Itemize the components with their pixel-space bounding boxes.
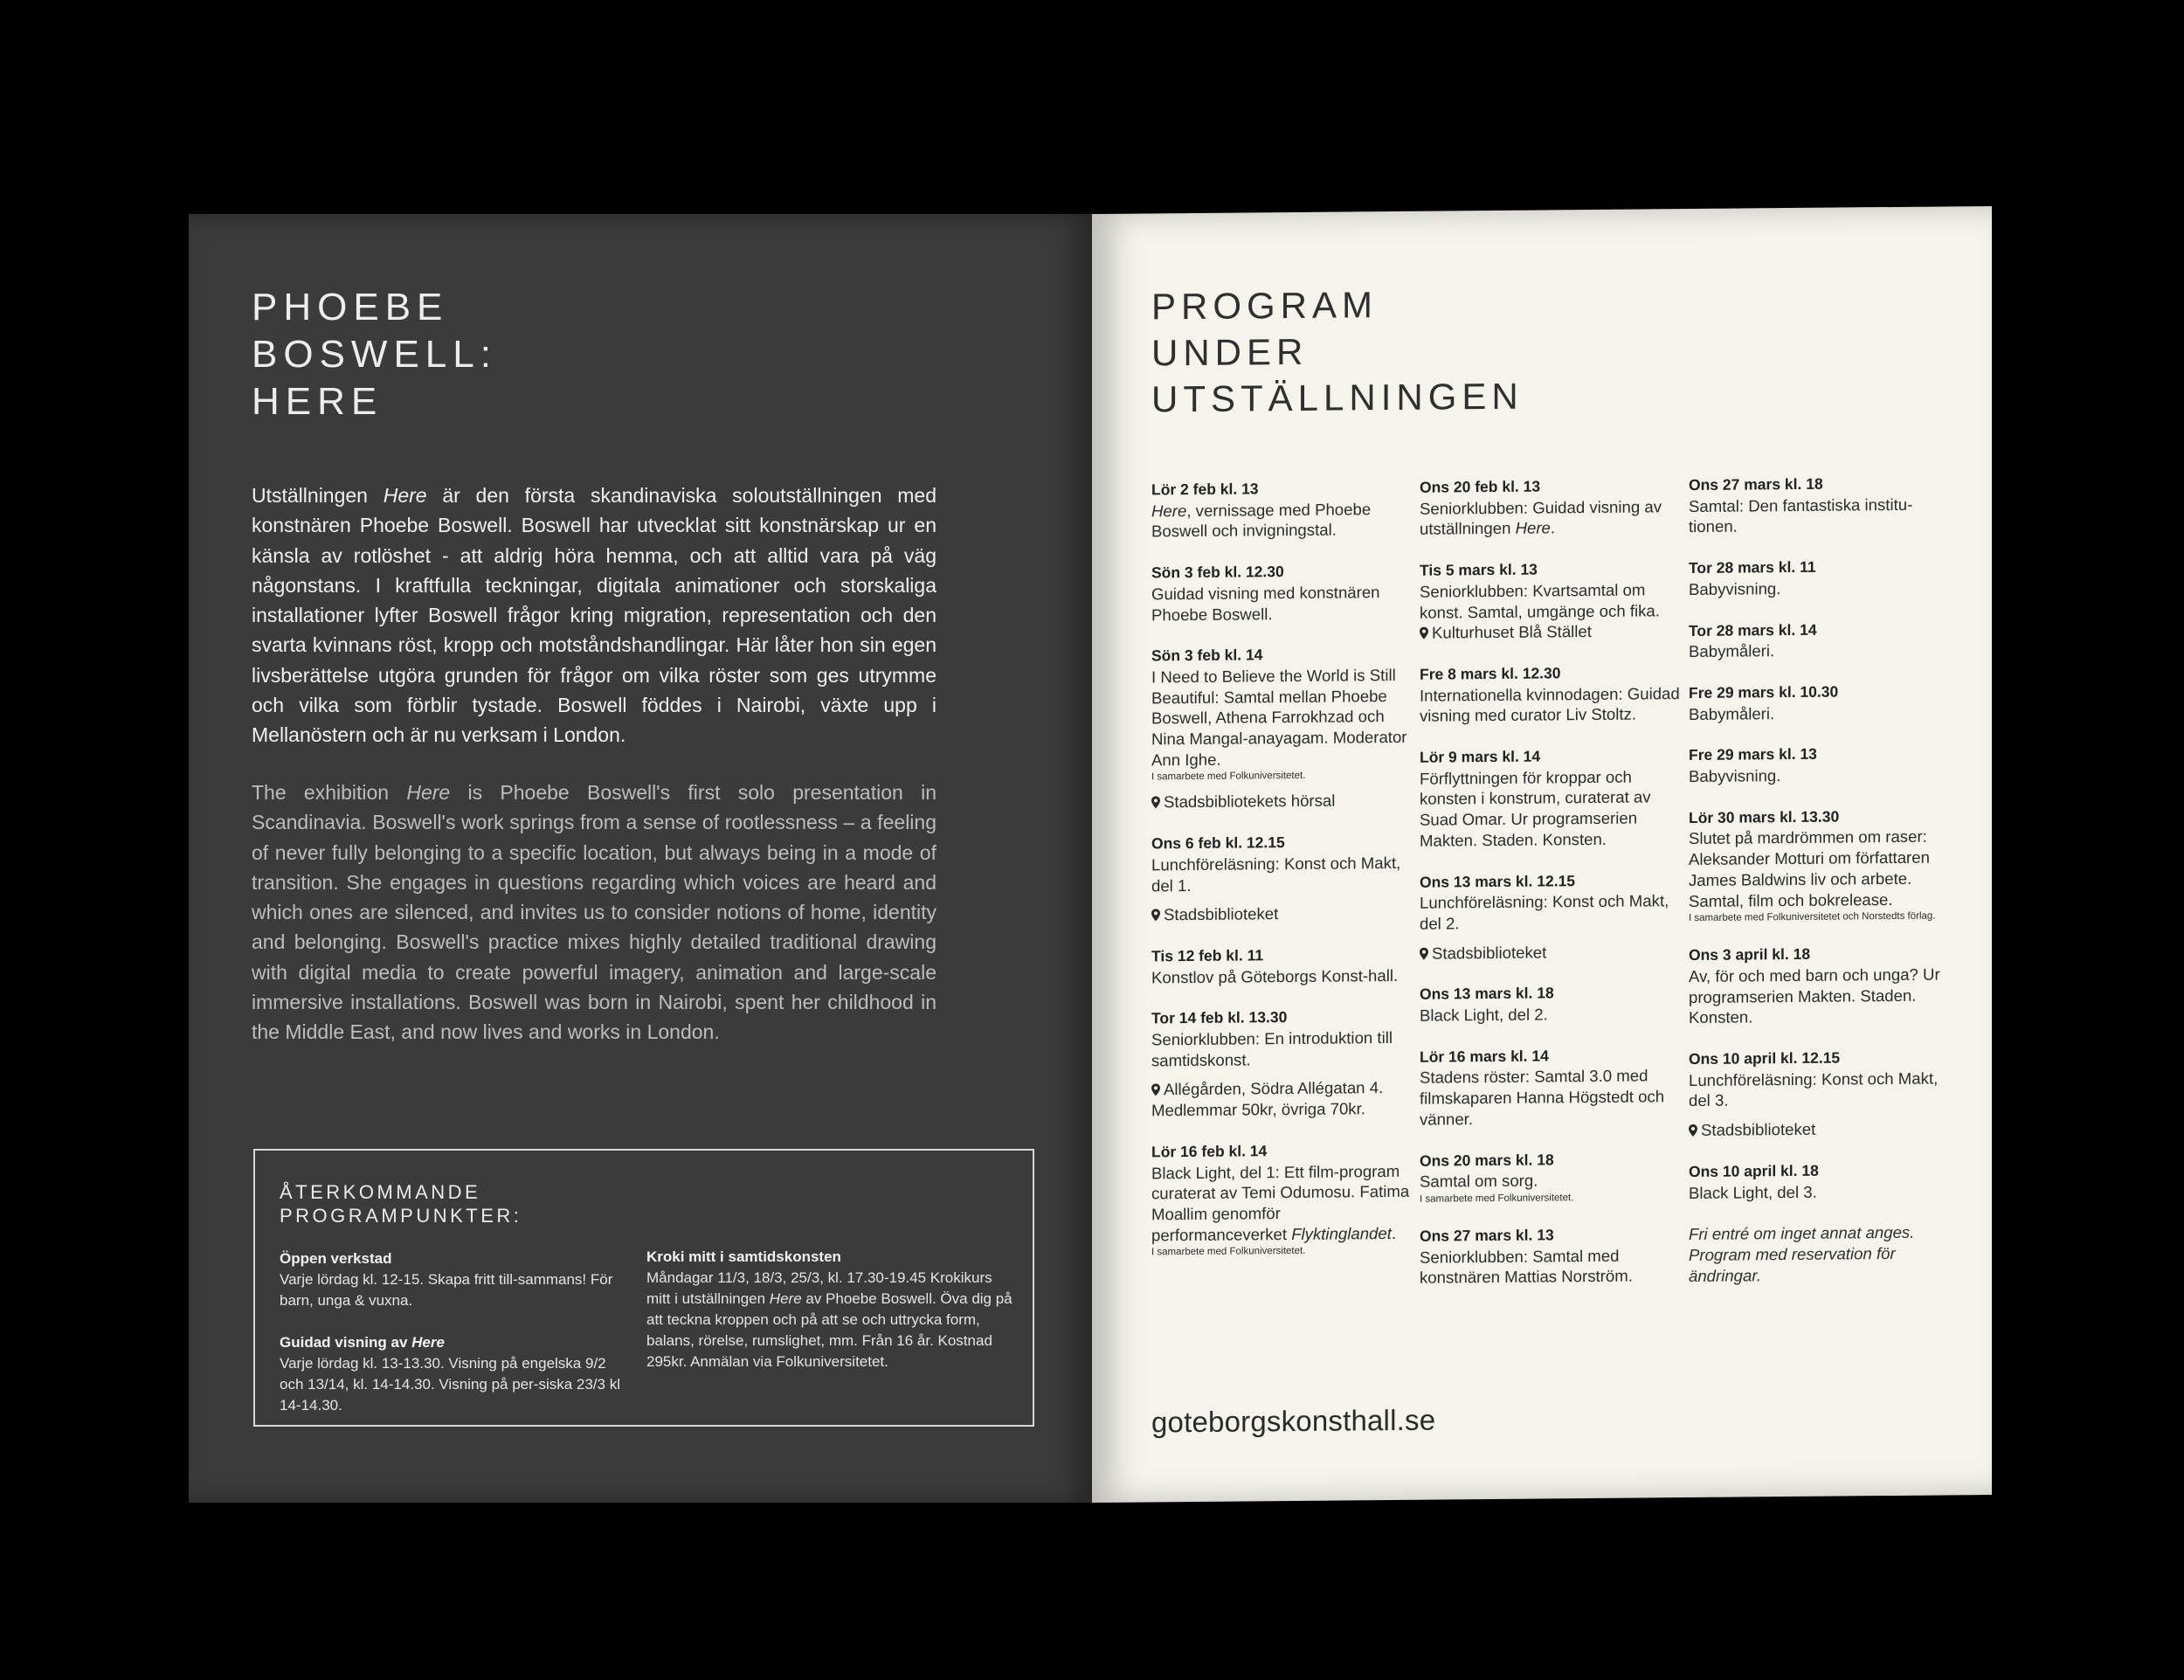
recurring-title <box>280 1180 522 1227</box>
title-line: ÅTERKOMMANDE <box>280 1181 481 1203</box>
item-heading <box>280 1332 629 1353</box>
program-event <box>1420 870 1682 964</box>
event-date: Ons 10 april kl. 18 <box>1689 1161 1819 1180</box>
italic-title: Here <box>383 484 427 507</box>
text-span: Guidad visning med konstnären Phoebe Boswell. <box>1151 582 1380 624</box>
event-date: Ons 27 mars kl. 13 <box>1420 1226 1554 1245</box>
partner-note: I samarbete med Folkuniversitetet och Norstedts förlag. <box>1689 910 1936 924</box>
event-location <box>1151 902 1413 925</box>
event-description <box>1420 579 1682 623</box>
location-text: Kulturhuset Blå Stället <box>1432 622 1592 642</box>
text-span: Stadens röster: Samtal 3.0 med filmskaparen Hanna Högstedt och vänner. <box>1420 1066 1665 1129</box>
event-date: Tor 14 feb kl. 13.30 <box>1151 1008 1288 1027</box>
event-date: Lör 2 feb kl. 13 <box>1151 480 1259 499</box>
event-location <box>1420 620 1682 643</box>
program-event <box>1420 1224 1682 1289</box>
event-location <box>1689 1118 1951 1141</box>
event-date: Tor 28 mars kl. 11 <box>1689 557 1816 577</box>
program-event <box>1151 478 1413 543</box>
event-location <box>1151 1077 1413 1121</box>
event-date: Sön 3 feb kl. 12.30 <box>1151 563 1284 582</box>
text-span: . <box>1391 1223 1397 1242</box>
location-pin-icon <box>1151 1084 1160 1096</box>
kroki <box>646 1247 1013 1372</box>
italic-title: Here <box>1151 501 1187 521</box>
program-event <box>1151 1140 1413 1259</box>
swedish-description <box>252 480 936 750</box>
program-column-1 <box>1151 478 1413 1280</box>
text-span: Seniorklubben: En introduktion till samtidskonst. <box>1151 1028 1393 1070</box>
program-event <box>1420 662 1682 727</box>
text-span: Internationella kvinnodagen: Guidad visning med curator Liv Stoltz. <box>1420 683 1680 726</box>
partner-note: I samarbete med Folkuniversitetet. <box>1151 771 1306 783</box>
title-line: BOSWELL: <box>252 333 497 376</box>
title-line: PROGRAM <box>1151 284 1379 328</box>
program-event <box>1689 1159 1951 1203</box>
event-description <box>1151 582 1413 626</box>
text-span: av Phoebe Boswell. Öva dig på att teckna kroppen och på att se och uttrycka form, balans, rörelse, rumslighet, mm. Från 16 år. Kostnad 295kr. Anmälan via Folkuniversitetet. <box>646 1290 1013 1370</box>
title-line: PROGRAMPUNKTER: <box>280 1205 522 1227</box>
text-span: Seniorklubben: Kvartsamtal om konst. Samtal, umgänge och fika. <box>1420 580 1660 622</box>
partner-note: I samarbete med Folkuniversitetet. <box>1420 1193 1574 1205</box>
event-date: Fre 8 mars kl. 12.30 <box>1420 664 1561 683</box>
text-span: Konstlov på Göteborgs Konst-hall. <box>1151 965 1399 987</box>
text-span: Av, för och med barn och unga? Ur programserien Makten. Staden. Konsten. <box>1689 964 1940 1027</box>
text-span: , vernissage med Phoebe Boswell och invigningstal. <box>1151 499 1372 541</box>
program-event <box>1420 745 1682 851</box>
program-event <box>1689 473 1951 537</box>
program-event <box>1689 681 1951 724</box>
event-location <box>1151 790 1413 812</box>
event-date: Sön 3 feb kl. 14 <box>1151 646 1263 665</box>
event-date: Fre 29 mars kl. 10.30 <box>1689 682 1839 702</box>
program-event <box>1689 805 1951 924</box>
text-span: is Phoebe Boswell's first solo presentation in Scandinavia. Boswell's work springs from a sense of rootlessness – a feeling of never fully belonging to a specific location, but always being in a mode of transition. She engages in questions regarding which voices are heard and which ones are silenced, and invites us to consider notions of home, identity and belonging. Boswell's practice mixes highly detailed traditional drawing with digital media to create powerful imagery, animation and large-scale immersive installations. Boswell was born in Nairobi, spent her childhood in the Middle East, and now lives and works in London. <box>252 781 936 1044</box>
event-location <box>1420 941 1682 964</box>
event-date: Fre 29 mars kl. 13 <box>1689 745 1817 764</box>
program-event <box>1689 619 1951 662</box>
event-description <box>1689 702 1951 724</box>
event-date: Ons 6 feb kl. 12.15 <box>1151 833 1285 853</box>
program-footnote: Fri entré om inget annat anges. Program med reservation för ändringar. <box>1689 1223 1915 1285</box>
location-pin-icon <box>1420 627 1428 640</box>
program-event <box>1689 944 1951 1028</box>
item-heading: Kroki mitt i samtidskonsten <box>646 1248 841 1265</box>
event-description <box>1420 496 1682 540</box>
location-text: Stadsbiblioteket <box>1432 943 1547 963</box>
event-description <box>1151 964 1413 987</box>
text-span: Lunchföreläsning: Konst och Makt, del 1. <box>1151 853 1401 895</box>
event-description <box>1689 764 1951 786</box>
location-text: Allégården, Södra Allégatan 4. Medlemmar 50kr, övriga 70kr. <box>1151 1078 1384 1120</box>
event-description <box>1151 498 1413 542</box>
event-description <box>1420 1245 1682 1289</box>
location-pin-icon <box>1420 947 1428 959</box>
program-title <box>1151 280 1524 423</box>
title-line: UTSTÄLLNINGEN <box>1151 375 1524 420</box>
text-span: I Need to Believe the World is Still Beautiful: Samtal mellan Phoebe Boswell, Athena Farrokhzad och Nina Mangal-anayagam. Moderator Ann Ighe. <box>1151 665 1407 770</box>
event-description <box>1689 964 1951 1028</box>
event-description <box>1420 1169 1682 1192</box>
program-event <box>1420 558 1682 643</box>
program-event <box>1689 1047 1951 1140</box>
location-text: Stadsbiblioteket <box>1701 1119 1816 1140</box>
text-span: är den första skandinaviska soloutställningen med konstnären Phoebe Boswell. Boswell har utvecklat sitt konstnärskap ur en känsla av rotlöshet - att aldrig höra hemma, och att alltid vara på väg någonstans. I kraftfulla teckningar, digitala animationer och storskaliga installationer lyfter Boswell frågor kring migration, representation och den svarta kvinnans röst, kropp och motståndshandlingar. Här låter hon sin egen livsberättelse utgöra grunden för frågor om vilka röster som ges utrymme och vilka som förblir tystade. Boswell föddes i Nairobi, växte upp i Mellanöstern och är nu verksam i London. <box>252 484 937 747</box>
text-span: Måndagar 11/3, 18/3, 25/3, kl. 17.30-19.45 Krokikurs mitt i utställningen <box>646 1269 992 1307</box>
text-span: Slutet på mardrömmen om raser: Aleksander Motturi om författaren James Baldwins liv och arbete. Samtal, film och bokrelease. <box>1689 827 1930 910</box>
text-span: The exhibition <box>252 781 407 804</box>
item-heading: Öppen verkstad <box>280 1250 392 1267</box>
title-line: PHOEBE <box>252 286 449 328</box>
event-date: Ons 13 mars kl. 18 <box>1420 984 1554 1004</box>
event-description <box>1689 1180 1951 1203</box>
program-event <box>1420 475 1682 540</box>
title-line: UNDER <box>1151 330 1309 374</box>
text-span: Babyvisning. <box>1689 578 1781 598</box>
text-span: Förflyttningen för kroppar och konsten i konstrum, curaterat av Suad Omar. Ur programserien Makten. Staden. Konsten. <box>1420 767 1651 850</box>
text-span: Lunchföreläsning: Konst och Makt, del 2. <box>1420 891 1669 933</box>
text-span: Black Light, del 2. <box>1420 1005 1548 1025</box>
program-column-3 <box>1689 473 1951 1286</box>
event-date: Ons 27 mars kl. 18 <box>1689 474 1823 494</box>
italic-title: Here <box>406 781 451 804</box>
event-date: Lör 16 feb kl. 14 <box>1151 1142 1268 1161</box>
event-date: Ons 13 mars kl. 12.15 <box>1420 871 1576 891</box>
event-date: Tis 5 mars kl. 13 <box>1420 560 1538 579</box>
program-event <box>1689 557 1951 600</box>
recurring-column-1 <box>280 1248 629 1437</box>
event-date: Lör 9 mars kl. 14 <box>1420 747 1541 766</box>
item-text: Varje lördag kl. 12-15. Skapa fritt till-sammans! För barn, unga & vuxna. <box>280 1271 613 1309</box>
website-url[interactable]: goteborgskonsthall.se <box>1151 1403 1436 1439</box>
location-text: Stadsbiblioteket <box>1164 904 1279 924</box>
program-event <box>1151 561 1413 626</box>
location-text: Stadsbibliotekets hörsal <box>1164 792 1336 812</box>
location-pin-icon <box>1151 909 1160 922</box>
event-date: Ons 20 mars kl. 18 <box>1420 1150 1554 1170</box>
location-pin-icon <box>1689 1124 1697 1137</box>
event-description <box>1689 826 1951 911</box>
partner-note: I samarbete med Folkuniversitetet. <box>1151 1246 1306 1258</box>
event-date: Ons 10 april kl. 12.15 <box>1689 1048 1841 1068</box>
program-event <box>1151 1006 1413 1121</box>
text-span: Babyvisning. <box>1689 766 1781 786</box>
program-event <box>1420 1149 1682 1206</box>
event-description <box>1420 1066 1682 1130</box>
event-description <box>1151 853 1413 896</box>
program-event <box>1151 944 1413 988</box>
title-line: HERE <box>252 380 384 423</box>
text-span: Seniorklubben: Guidad visning av utställningen <box>1420 497 1662 539</box>
italic-title: Here <box>769 1290 802 1307</box>
italic-title: Here <box>1515 518 1551 538</box>
text-span: Babymåleri. <box>1689 641 1775 661</box>
event-description <box>1151 665 1413 771</box>
event-description <box>1151 1160 1413 1245</box>
location-pin-icon <box>1151 797 1160 809</box>
event-date: Lör 16 mars kl. 14 <box>1420 1047 1549 1066</box>
event-description <box>1151 1027 1413 1071</box>
recurring-column-2 <box>646 1247 1013 1393</box>
event-description <box>1689 640 1951 662</box>
program-column-2 <box>1420 475 1682 1310</box>
item-text <box>646 1268 1013 1372</box>
event-date: Ons 20 feb kl. 13 <box>1420 477 1541 496</box>
event-description <box>1420 1003 1682 1026</box>
open-workshop <box>280 1248 629 1311</box>
text-span: Samtal: Den fantastiska institu-tionen. <box>1689 494 1913 536</box>
english-description <box>252 778 936 1047</box>
italic-title: Flyktinglandet <box>1291 1223 1392 1243</box>
program-event <box>1689 743 1951 787</box>
left-page <box>189 214 1092 1503</box>
program-event <box>1420 982 1682 1026</box>
program-event <box>1151 832 1413 925</box>
text-span: Black Light, del 3. <box>1689 1182 1817 1202</box>
text-span: Lunchföreläsning: Konst och Makt, del 3. <box>1689 1068 1939 1110</box>
event-description <box>1689 494 1951 537</box>
event-description <box>1420 766 1682 851</box>
item-text: Varje lördag kl. 13-13.30. Visning på engelska 9/2 och 13/14, kl. 14-14.30. Visning på per-siska 23/3 kl 14-14.30. <box>280 1355 620 1414</box>
event-description <box>1689 1068 1951 1111</box>
event-description <box>1420 683 1682 727</box>
recurring-program-box <box>253 1149 1034 1427</box>
text-span: Utställningen <box>252 484 384 507</box>
text-span: Black Light, del 1: Ett film-program curaterat av Temi Odumosu. Fatima Moallim genomför performanceverket <box>1151 1161 1410 1245</box>
exhibition-title <box>252 284 497 425</box>
italic-title: Here <box>411 1334 445 1351</box>
program-event <box>1151 644 1413 813</box>
text-span: . <box>1550 518 1556 537</box>
right-page <box>1092 206 1992 1503</box>
program-event <box>1420 1045 1682 1130</box>
event-description <box>1420 890 1682 934</box>
text-span: Guidad visning av <box>280 1334 412 1351</box>
guided-tour <box>280 1332 629 1416</box>
event-date: Tis 12 feb kl. 11 <box>1151 946 1264 965</box>
text-span: Babymåleri. <box>1689 703 1775 723</box>
event-description <box>1689 577 1951 599</box>
text-span: Samtal om sorg. <box>1420 1171 1538 1192</box>
event-date: Ons 3 april kl. 18 <box>1689 945 1811 964</box>
text-span: Seniorklubben: Samtal med konstnären Mattias Norström. <box>1420 1246 1633 1288</box>
event-date: Lör 30 mars kl. 13.30 <box>1689 807 1840 826</box>
event-date: Tor 28 mars kl. 14 <box>1689 620 1817 640</box>
